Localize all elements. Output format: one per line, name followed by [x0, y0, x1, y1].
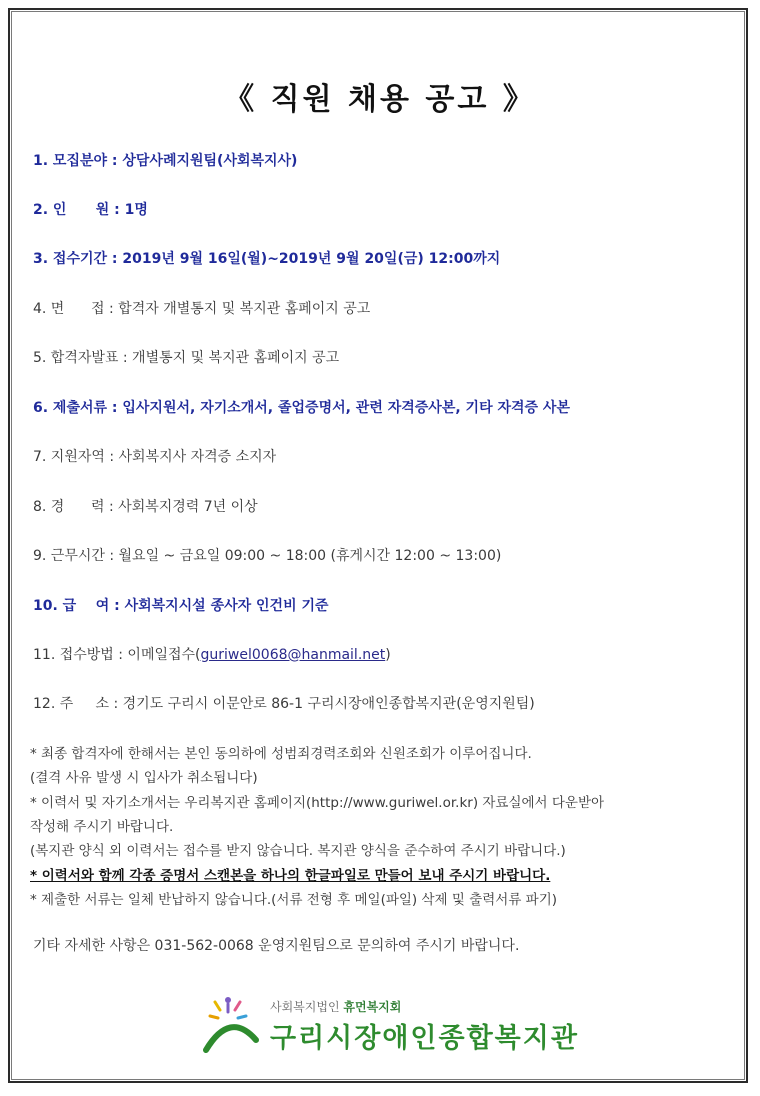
item-line	[33, 496, 258, 516]
page-title: 《 직원 채용 공고 》	[224, 82, 536, 117]
note-line	[30, 888, 557, 908]
item-text-after: )	[385, 647, 391, 663]
item-line	[33, 446, 276, 466]
note-text: * 제출한 서류는 일체 반납하지 않습니다.(서류 전형 후 메일(파일) 삭제 및 출력서류 파기)	[30, 892, 557, 908]
item-line	[33, 693, 535, 713]
item-text: 5. 합격자발표 : 개별통지 및 복지관 홈페이지 공고	[33, 350, 340, 366]
item-text: 8. 경 력 : 사회복지경력 7년 이상	[33, 499, 258, 515]
item-line	[33, 397, 570, 417]
item-text: 12. 주 소 : 경기도 구리시 이문안로 86-1 구리시장애인종합복지관(운영지원팀)	[33, 696, 535, 712]
people-sun-logo-icon	[200, 990, 270, 1060]
organization-logo	[200, 990, 579, 1060]
email-link[interactable]: guriwel0068@hanmail.net	[200, 647, 386, 663]
note-text: (복지관 양식 외 이력서는 접수를 받지 않습니다. 복지관 양식을 준수하여 주시기 바랍니다.)	[30, 843, 566, 859]
closing-text: 기타 자세한 사항은 031-562-0068 운영지원팀으로 문의하여 주시기 바랍니다.	[33, 938, 520, 954]
item-line	[33, 545, 501, 565]
item-text: 11. 접수방법 : 이메일접수(	[33, 647, 201, 663]
item-text: 2. 인 원 : 1명	[33, 202, 148, 218]
item-text: 3. 접수기간 : 2019년 9월 16일(월)~2019년 9월 20일(금) 12:00까지	[33, 251, 501, 267]
item-text: 7. 지원자역 : 사회복지사 자격증 소지자	[33, 449, 277, 465]
logo-name: 구리시장애인종합복지관	[270, 1023, 579, 1054]
item-line	[33, 150, 297, 170]
note-line	[30, 791, 604, 811]
item-line	[33, 298, 370, 318]
item-line	[33, 644, 391, 664]
logo-subtitle	[270, 998, 401, 1015]
note-line	[30, 815, 173, 835]
item-line	[33, 199, 148, 219]
item-line	[33, 347, 339, 367]
item-line	[33, 248, 500, 268]
note-text: 작성해 주시기 바랍니다.	[30, 819, 174, 835]
note-line	[30, 864, 550, 884]
item-text: 4. 면 접 : 합격자 개별통지 및 복지관 홈페이지 공고	[33, 301, 371, 317]
item-text: 10. 급 여 : 사회복지시설 종사자 인건비 기준	[33, 598, 329, 614]
note-line	[30, 839, 566, 859]
item-text: 1. 모집분야 : 상담사례지원팀(사회복지사)	[33, 153, 298, 169]
note-text: * 최종 합격자에 한해서는 본인 동의하에 성범죄경력조회와 신원조회가 이루어집니다.	[30, 746, 532, 762]
item-text: 9. 근무시간 : 월요일 ~ 금요일 09:00 ~ 18:00 (휴게시간 12:00 ~ 13:00)	[33, 548, 502, 564]
note-text: * 이력서와 함께 각종 증명서 스캔본을 하나의 한글파일로 만들어 보내 주시기 바랍니다.	[30, 868, 551, 884]
note-text: (결격 사유 발생 시 입사가 취소됩니다)	[30, 770, 258, 786]
item-line	[33, 595, 329, 615]
note-line	[30, 766, 258, 786]
item-text: 6. 제출서류 : 입사지원서, 자기소개서, 졸업증명서, 관련 자격증사본, 기타 자격증 사본	[33, 400, 570, 416]
logo-brand: 휴먼복지회	[343, 1000, 402, 1014]
note-line	[30, 742, 532, 762]
note-text: * 이력서 및 자기소개서는 우리복지관 홈페이지(http://www.guriwel.or.kr) 자료실에서 다운받아	[30, 795, 605, 811]
logo-subtitle-prefix: 사회복지법인	[270, 1000, 340, 1014]
